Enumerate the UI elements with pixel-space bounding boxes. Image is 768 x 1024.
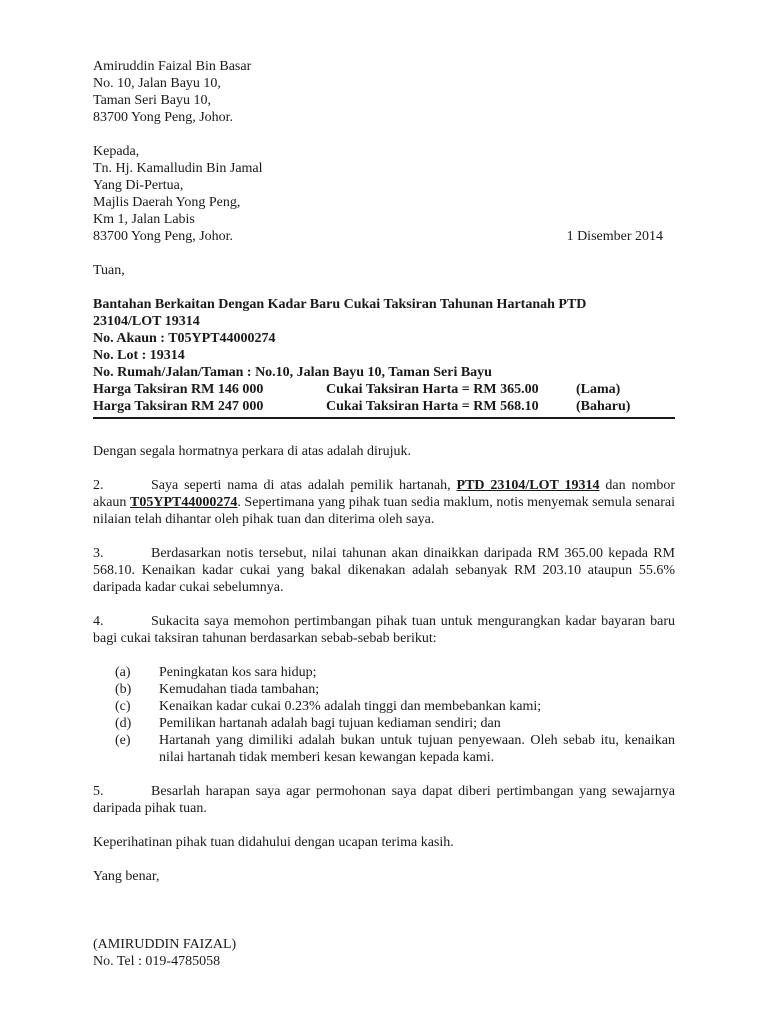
salutation: Tuan,	[93, 263, 125, 278]
valuation-row	[93, 398, 675, 415]
paragraph-2	[93, 477, 675, 528]
paragraph-number: 4.	[93, 614, 104, 629]
subject-rumah: No. Rumah/Jalan/Taman : No.10, Jalan Bayu 10, Taman Seri Bayu	[93, 365, 492, 380]
paragraph-text: dan nombor akaun	[93, 478, 676, 510]
harga-taksiran: Harga Taksiran RM 146 000	[93, 382, 264, 397]
recipient-kepada: Kepada,	[93, 144, 140, 159]
reasons-list	[115, 664, 675, 766]
closing-line: Keperihatinan pihak tuan didahului dengan ucapan terima kasih.	[93, 835, 454, 850]
list-item-text: Kenaikan kadar cukai 0.23% adalah tinggi dan membebankan kami;	[159, 699, 542, 714]
list-item-text: Peningkatan kos sara hidup;	[159, 665, 317, 680]
paragraph-text: Besarlah harapan saya agar permohonan saya dapat diberi pertimbangan yang sewajarnya daripada pihak tuan.	[93, 784, 675, 816]
sender-address-line: No. 10, Jalan Bayu 10,	[93, 76, 221, 91]
subject-block	[93, 296, 675, 419]
paragraph-number: 5.	[93, 784, 104, 799]
paragraph-number: 2.	[93, 478, 104, 493]
letter	[93, 58, 675, 970]
valuation-status: (Baharu)	[576, 399, 631, 414]
list-item-label: (d)	[115, 716, 132, 731]
lot-reference: PTD 23104/LOT 19314	[456, 478, 600, 493]
subject-title: Bantahan Berkaitan Dengan Kadar Baru Cukai Taksiran Tahunan Hartanah PTD	[93, 297, 587, 312]
list-item	[115, 732, 675, 766]
sender-name: Amiruddin Faizal Bin Basar	[93, 59, 252, 74]
recipient-line: 83700 Yong Peng, Johor.	[93, 229, 234, 244]
list-item-label: (b)	[115, 682, 132, 697]
paragraph-text: Sukacita saya memohon pertimbangan pihak tuan untuk mengurangkan kadar bayaran baru bagi cukai taksiran tahunan berdasarkan sebab-sebab berikut:	[93, 614, 675, 646]
list-item-label: (e)	[115, 733, 131, 748]
list-item	[115, 681, 675, 698]
recipient-block	[93, 143, 675, 245]
list-item	[115, 715, 675, 732]
sender-address-line: 83700 Yong Peng, Johor.	[93, 110, 234, 125]
recipient-line: Tn. Hj. Kamalludin Bin Jamal	[93, 161, 263, 176]
subject-akaun: No. Akaun : T05YPT44000274	[93, 331, 276, 346]
account-reference: T05YPT44000274	[130, 495, 238, 510]
list-item-text: Pemilikan hartanah adalah bagi tujuan kediaman sendiri; dan	[159, 716, 501, 731]
recipient-line: Yang Di-Pertua,	[93, 178, 184, 193]
list-item-label: (a)	[115, 665, 131, 680]
paragraph-text: Saya seperti nama di atas adalah pemilik hartanah,	[151, 478, 451, 493]
paragraph-4	[93, 613, 675, 647]
paragraph-5	[93, 783, 675, 817]
cukai-taksiran: Cukai Taksiran Harta = RM 568.10	[326, 399, 539, 414]
recipient-line: Km 1, Jalan Labis	[93, 212, 195, 227]
valuation-row	[93, 381, 675, 398]
signature-name: (AMIRUDDIN FAIZAL)	[93, 937, 237, 952]
list-item-text: Kemudahan tiada tambahan;	[159, 682, 320, 697]
yang-benar: Yang benar,	[93, 869, 160, 884]
list-item	[115, 698, 675, 715]
list-item-text: Hartanah yang dimiliki adalah bukan untuk tujuan penyewaan. Oleh sebab itu, kenaikan nilai hartanah tidak memberi kesan kewangan kepada kami.	[159, 733, 675, 765]
recipient-line: Majlis Daerah Yong Peng,	[93, 195, 241, 210]
valuation-status: (Lama)	[576, 382, 621, 397]
cukai-taksiran: Cukai Taksiran Harta = RM 365.00	[326, 382, 539, 397]
paragraph-1: Dengan segala hormatnya perkara di atas adalah dirujuk.	[93, 444, 411, 459]
signature-tel: No. Tel : 019-4785058	[93, 954, 221, 969]
list-item	[115, 664, 675, 681]
harga-taksiran: Harga Taksiran RM 247 000	[93, 399, 264, 414]
letter-date: 1 Disember 2014	[566, 229, 663, 244]
paragraph-3	[93, 545, 675, 596]
list-item-label: (c)	[115, 699, 131, 714]
paragraph-text: Berdasarkan notis tersebut, nilai tahunan akan dinaikkan daripada RM 365.00 kepada RM 568.10. Kenaikan kadar cukai yang bakal dikenakan adalah sebanyak RM 203.10 ataupun 55.6% daripada kadar cukai sebelumnya.	[93, 546, 675, 595]
sender-block	[93, 58, 675, 126]
paragraph-number: 3.	[93, 546, 104, 561]
sender-address-line: Taman Seri Bayu 10,	[93, 93, 211, 108]
paragraph-text: . Sepertimana yang pihak tuan sedia maklum, notis menyemak semula senarai nilaian telah dihantar oleh pihak tuan dan diterima oleh saya.	[93, 495, 676, 527]
subject-lot: No. Lot : 19314	[93, 348, 185, 363]
subject-title: 23104/LOT 19314	[93, 314, 200, 329]
